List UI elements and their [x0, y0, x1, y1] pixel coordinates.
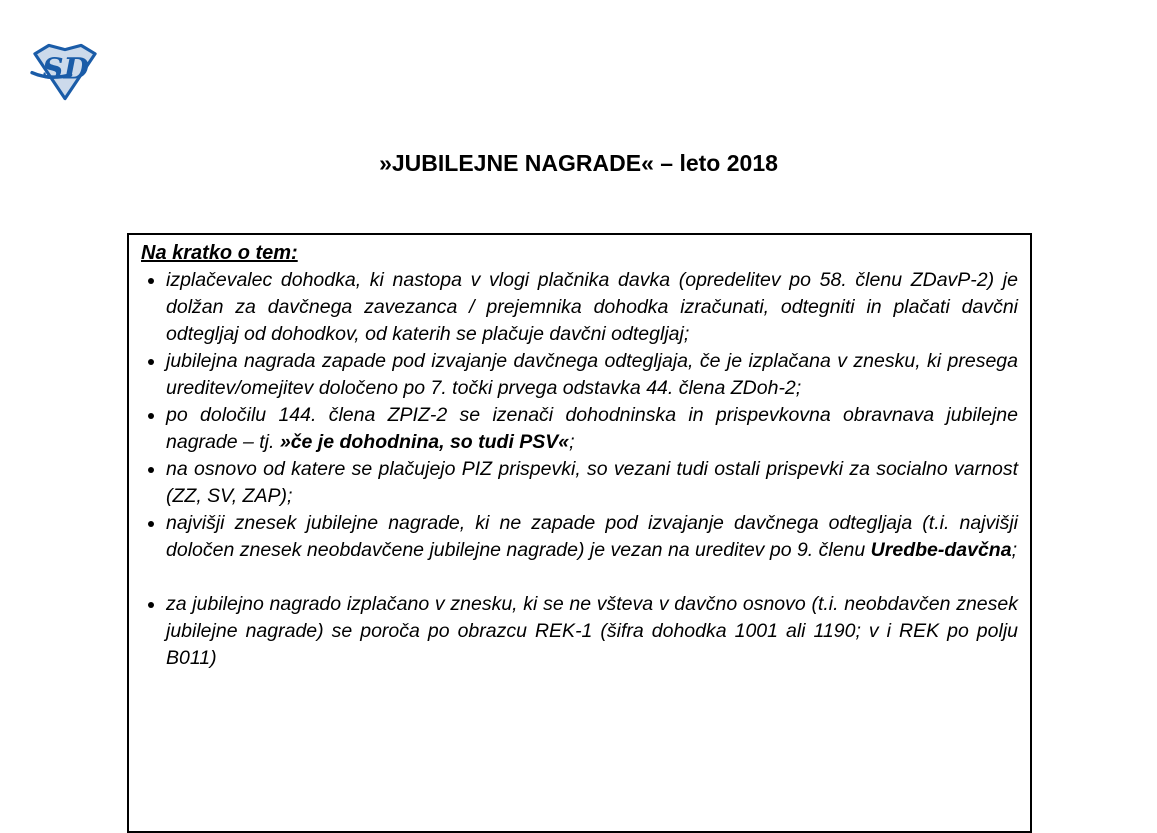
list-item	[166, 267, 1018, 348]
bullet-text-segment: najvišji znesek jubilejne nagrade, ki ne zapade pod izvajanje davčnega odtegljaja (t.i. najvišji določen znesek neobdavčene jubilejne nagrade) je vezan na ureditev po 9. členu	[166, 512, 1018, 561]
bullet-text-segment: ;	[569, 431, 575, 453]
summary-box	[127, 233, 1032, 833]
bullet-text-segment: jubilejna nagrada zapade pod izvajanje davčnega odtegljaja, če je izplačana v znesku, ki presega ureditev/omejitev določeno po 7. točki prvega odstavka 44. člena ZDoh-2;	[166, 350, 1018, 399]
sd-logo-icon	[30, 42, 100, 102]
bullet-text-segment: na osnovo od katere se plačujejo PIZ prispevki, so vezani tudi ostali prispevki za socialno varnost (ZZ, SV, ZAP);	[166, 458, 1018, 507]
box-heading: Na kratko o tem:	[141, 242, 298, 264]
bullet-text-segment: izplačevalec dohodka, ki nastopa v vlogi plačnika davka (opredelitev po 58. členu ZDavP-2) je dolžan za davčnega zavezanca / prejemnika dohodka izračunati, odtegniti in plačati davčni odtegljaj od dohodkov, od katerih se plačuje davčni odtegljaj;	[166, 269, 1018, 345]
bullet-list	[141, 267, 1018, 672]
logo-letters: SD	[42, 50, 90, 86]
list-item	[166, 591, 1018, 672]
bullet-text-segment: po določilu 144. člena ZPIZ-2 se izenači dohodninska in prispevkovna obravnava jubilejne nagrade – tj.	[166, 404, 1018, 453]
page-title: »JUBILEJNE NAGRADE« – leto 2018	[379, 150, 778, 176]
bullet-text-segment: za jubilejno nagrado izplačano v znesku, ki se ne všteva v davčno osnovo (t.i. neobdavčen znesek jubilejne nagrade) se poroča po obrazcu REK-1 (šifra dohodka 1001 ali 1190; v i REK po polju B011)	[166, 593, 1018, 669]
list-item	[166, 510, 1018, 564]
bullet-text-segment: »če je dohodnina, so tudi PSV«	[279, 431, 570, 453]
sd-logo	[30, 42, 100, 102]
bullet-text-segment: ;	[1011, 539, 1017, 561]
list-item	[166, 348, 1018, 402]
list-item	[166, 456, 1018, 510]
bullet-text-segment: Uredbe-davčna	[870, 539, 1012, 561]
list-item	[166, 402, 1018, 456]
